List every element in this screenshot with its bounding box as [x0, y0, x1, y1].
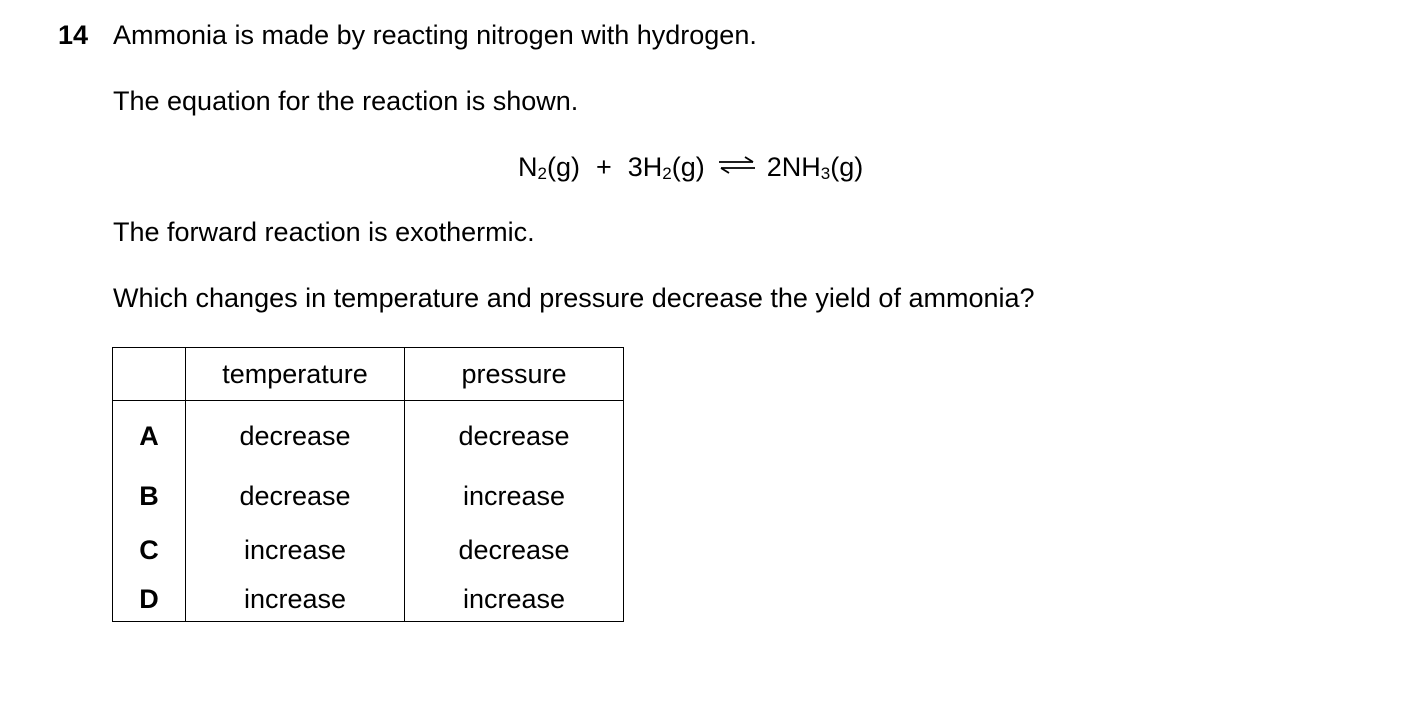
reactant-h2: $3H_2(g)$	[627, 152, 705, 183]
reactant-n2: $N_2(g)$	[518, 152, 580, 183]
option-letter: A	[113, 401, 186, 470]
options-table	[112, 347, 624, 622]
question-prompt: Which changes in temperature and pressure decrease the yield of ammonia?	[113, 283, 1035, 313]
equation-intro: The equation for the reaction is shown.	[113, 86, 579, 116]
option-pressure: increase	[405, 577, 624, 622]
question-stem: Ammonia is made by reacting nitrogen with hydrogen.	[113, 20, 757, 50]
option-temperature: decrease	[186, 469, 405, 523]
option-letter: B	[113, 469, 186, 523]
reaction-equation	[518, 152, 863, 183]
plus-sign: +	[595, 152, 612, 182]
option-temperature: decrease	[186, 401, 405, 470]
header-blank	[113, 348, 186, 401]
equilibrium-arrow-icon	[717, 150, 757, 181]
option-row-d[interactable]	[113, 577, 624, 622]
option-temperature: increase	[186, 523, 405, 577]
option-letter: C	[113, 523, 186, 577]
option-pressure: decrease	[405, 523, 624, 577]
header-temperature: temperature	[186, 348, 405, 401]
option-pressure: increase	[405, 469, 624, 523]
reaction-statement: The forward reaction is exothermic.	[113, 217, 535, 247]
option-row-a[interactable]	[113, 401, 624, 470]
option-row-c[interactable]	[113, 523, 624, 577]
product-nh3: $2NH_3(g)$	[766, 152, 864, 183]
option-row-b[interactable]	[113, 469, 624, 523]
header-pressure: pressure	[405, 348, 624, 401]
question-number: 14	[58, 20, 89, 50]
table-header-row	[113, 348, 624, 401]
option-letter: D	[113, 577, 186, 622]
option-temperature: increase	[186, 577, 405, 622]
option-pressure: decrease	[405, 401, 624, 470]
